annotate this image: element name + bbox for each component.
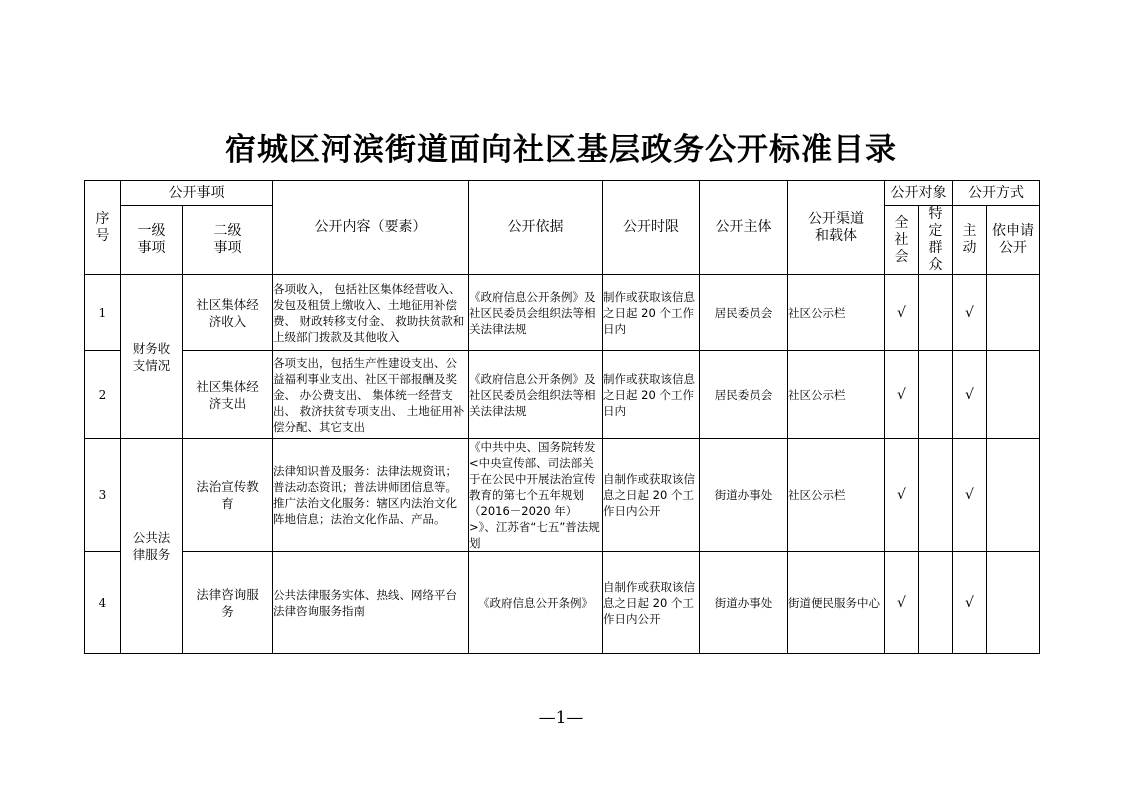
subject-cell: 街道办事处 xyxy=(700,552,788,654)
header-items: 公开事项 xyxy=(121,181,273,206)
channel-cell: 社区公示栏 xyxy=(788,439,885,552)
content-cell: 各项支出，包括生产性建设支出、公益福利事业支出、社区干部报酬及奖金、 办公费支出、 集体统一经营支出、 救济扶贫专项支出、 土地征用补偿分配、其它支出 xyxy=(273,351,469,439)
header-time-limit: 公开时限 xyxy=(603,181,700,275)
content-cell: 公共法律服务实体、热线、网络平台法律咨询服务指南 xyxy=(273,552,469,654)
basis-cell: 《政府信息公开条例》及社区民委员会组织法等相关法律法规 xyxy=(469,351,603,439)
level2-item: 法治宣传教育 xyxy=(183,439,273,552)
header-mode: 公开方式 xyxy=(953,181,1040,206)
subject-cell: 街道办事处 xyxy=(700,439,788,552)
active-check: √ xyxy=(953,439,987,552)
basis-cell: 《中共中央、国务院转发<中央宣传部、司法部关于在公民中开展法治宣传教育的第七个五年规划（2016－2020 年）>》、江苏省“七五”普法规划 xyxy=(469,439,603,552)
header-audience: 公开对象 xyxy=(885,181,953,206)
header-subject: 公开主体 xyxy=(700,181,788,275)
level2-item: 社区集体经济支出 xyxy=(183,351,273,439)
content-cell: 各项收入， 包括社区集体经营收入、发包及租赁上缴收入、土地征用补偿费、 财政转移支付金、 救助扶贫款和上级部门拨款及其他收入 xyxy=(273,275,469,351)
disclosure-catalog-table xyxy=(84,180,1040,654)
header-seq: 序号 xyxy=(85,181,121,275)
all-society-check: √ xyxy=(885,552,919,654)
header-basis: 公开依据 xyxy=(469,181,603,275)
table-row xyxy=(85,552,1040,654)
header-level1: 一级事项 xyxy=(121,206,183,275)
document-title: 宿城区河滨街道面向社区基层政务公开标准目录 xyxy=(225,132,897,168)
time-limit-cell: 制作或获取该信息之日起 20 个工作日内 xyxy=(603,275,700,351)
row-number: 4 xyxy=(85,552,121,654)
subject-cell: 居民委员会 xyxy=(700,275,788,351)
page-number: —1— xyxy=(538,708,584,728)
specific-group-check xyxy=(919,439,953,552)
channel-cell: 社区公示栏 xyxy=(788,351,885,439)
header-on-request: 依申请公开 xyxy=(987,206,1040,275)
channel-cell: 街道便民服务中心 xyxy=(788,552,885,654)
specific-group-check xyxy=(919,351,953,439)
on-request-check xyxy=(987,439,1040,552)
row-number: 2 xyxy=(85,351,121,439)
header-content: 公开内容（要素） xyxy=(273,181,469,275)
time-limit-cell: 自制作或获取该信息之日起 20 个工作日内公开 xyxy=(603,439,700,552)
on-request-check xyxy=(987,351,1040,439)
header-all-society: 全社会 xyxy=(885,206,919,275)
table-row xyxy=(85,439,1040,552)
level1-item: 财务收支情况 xyxy=(121,275,183,439)
header-channel: 公开渠道和载体 xyxy=(788,181,885,275)
time-limit-cell: 自制作或获取该信息之日起 20 个工作日内公开 xyxy=(603,552,700,654)
header-row-1 xyxy=(85,181,1040,206)
active-check: √ xyxy=(953,275,987,351)
active-check: √ xyxy=(953,351,987,439)
row-number: 1 xyxy=(85,275,121,351)
level1-item: 公共法律服务 xyxy=(121,439,183,654)
time-limit-cell: 制作或获取该信息之日起 20 个工作日内 xyxy=(603,351,700,439)
subject-cell: 居民委员会 xyxy=(700,351,788,439)
channel-cell: 社区公示栏 xyxy=(788,275,885,351)
level2-item: 社区集体经济收入 xyxy=(183,275,273,351)
header-specific-group: 特定群众 xyxy=(919,206,953,275)
table-row xyxy=(85,351,1040,439)
all-society-check: √ xyxy=(885,275,919,351)
all-society-check: √ xyxy=(885,439,919,552)
table-row xyxy=(85,275,1040,351)
basis-cell: 《政府信息公开条例》 xyxy=(469,552,603,654)
row-number: 3 xyxy=(85,439,121,552)
header-level2: 二级事项 xyxy=(183,206,273,275)
on-request-check xyxy=(987,275,1040,351)
header-active: 主动 xyxy=(953,206,987,275)
all-society-check: √ xyxy=(885,351,919,439)
specific-group-check xyxy=(919,275,953,351)
basis-cell: 《政府信息公开条例》及社区民委员会组织法等相关法律法规 xyxy=(469,275,603,351)
on-request-check xyxy=(987,552,1040,654)
active-check: √ xyxy=(953,552,987,654)
specific-group-check xyxy=(919,552,953,654)
level2-item: 法律咨询服务 xyxy=(183,552,273,654)
content-cell: 法律知识普及服务：法律法规资讯；普法动态资讯；普法讲师团信息等。推广法治文化服务：辖区内法治文化阵地信息；法治文化作品、产品。 xyxy=(273,439,469,552)
